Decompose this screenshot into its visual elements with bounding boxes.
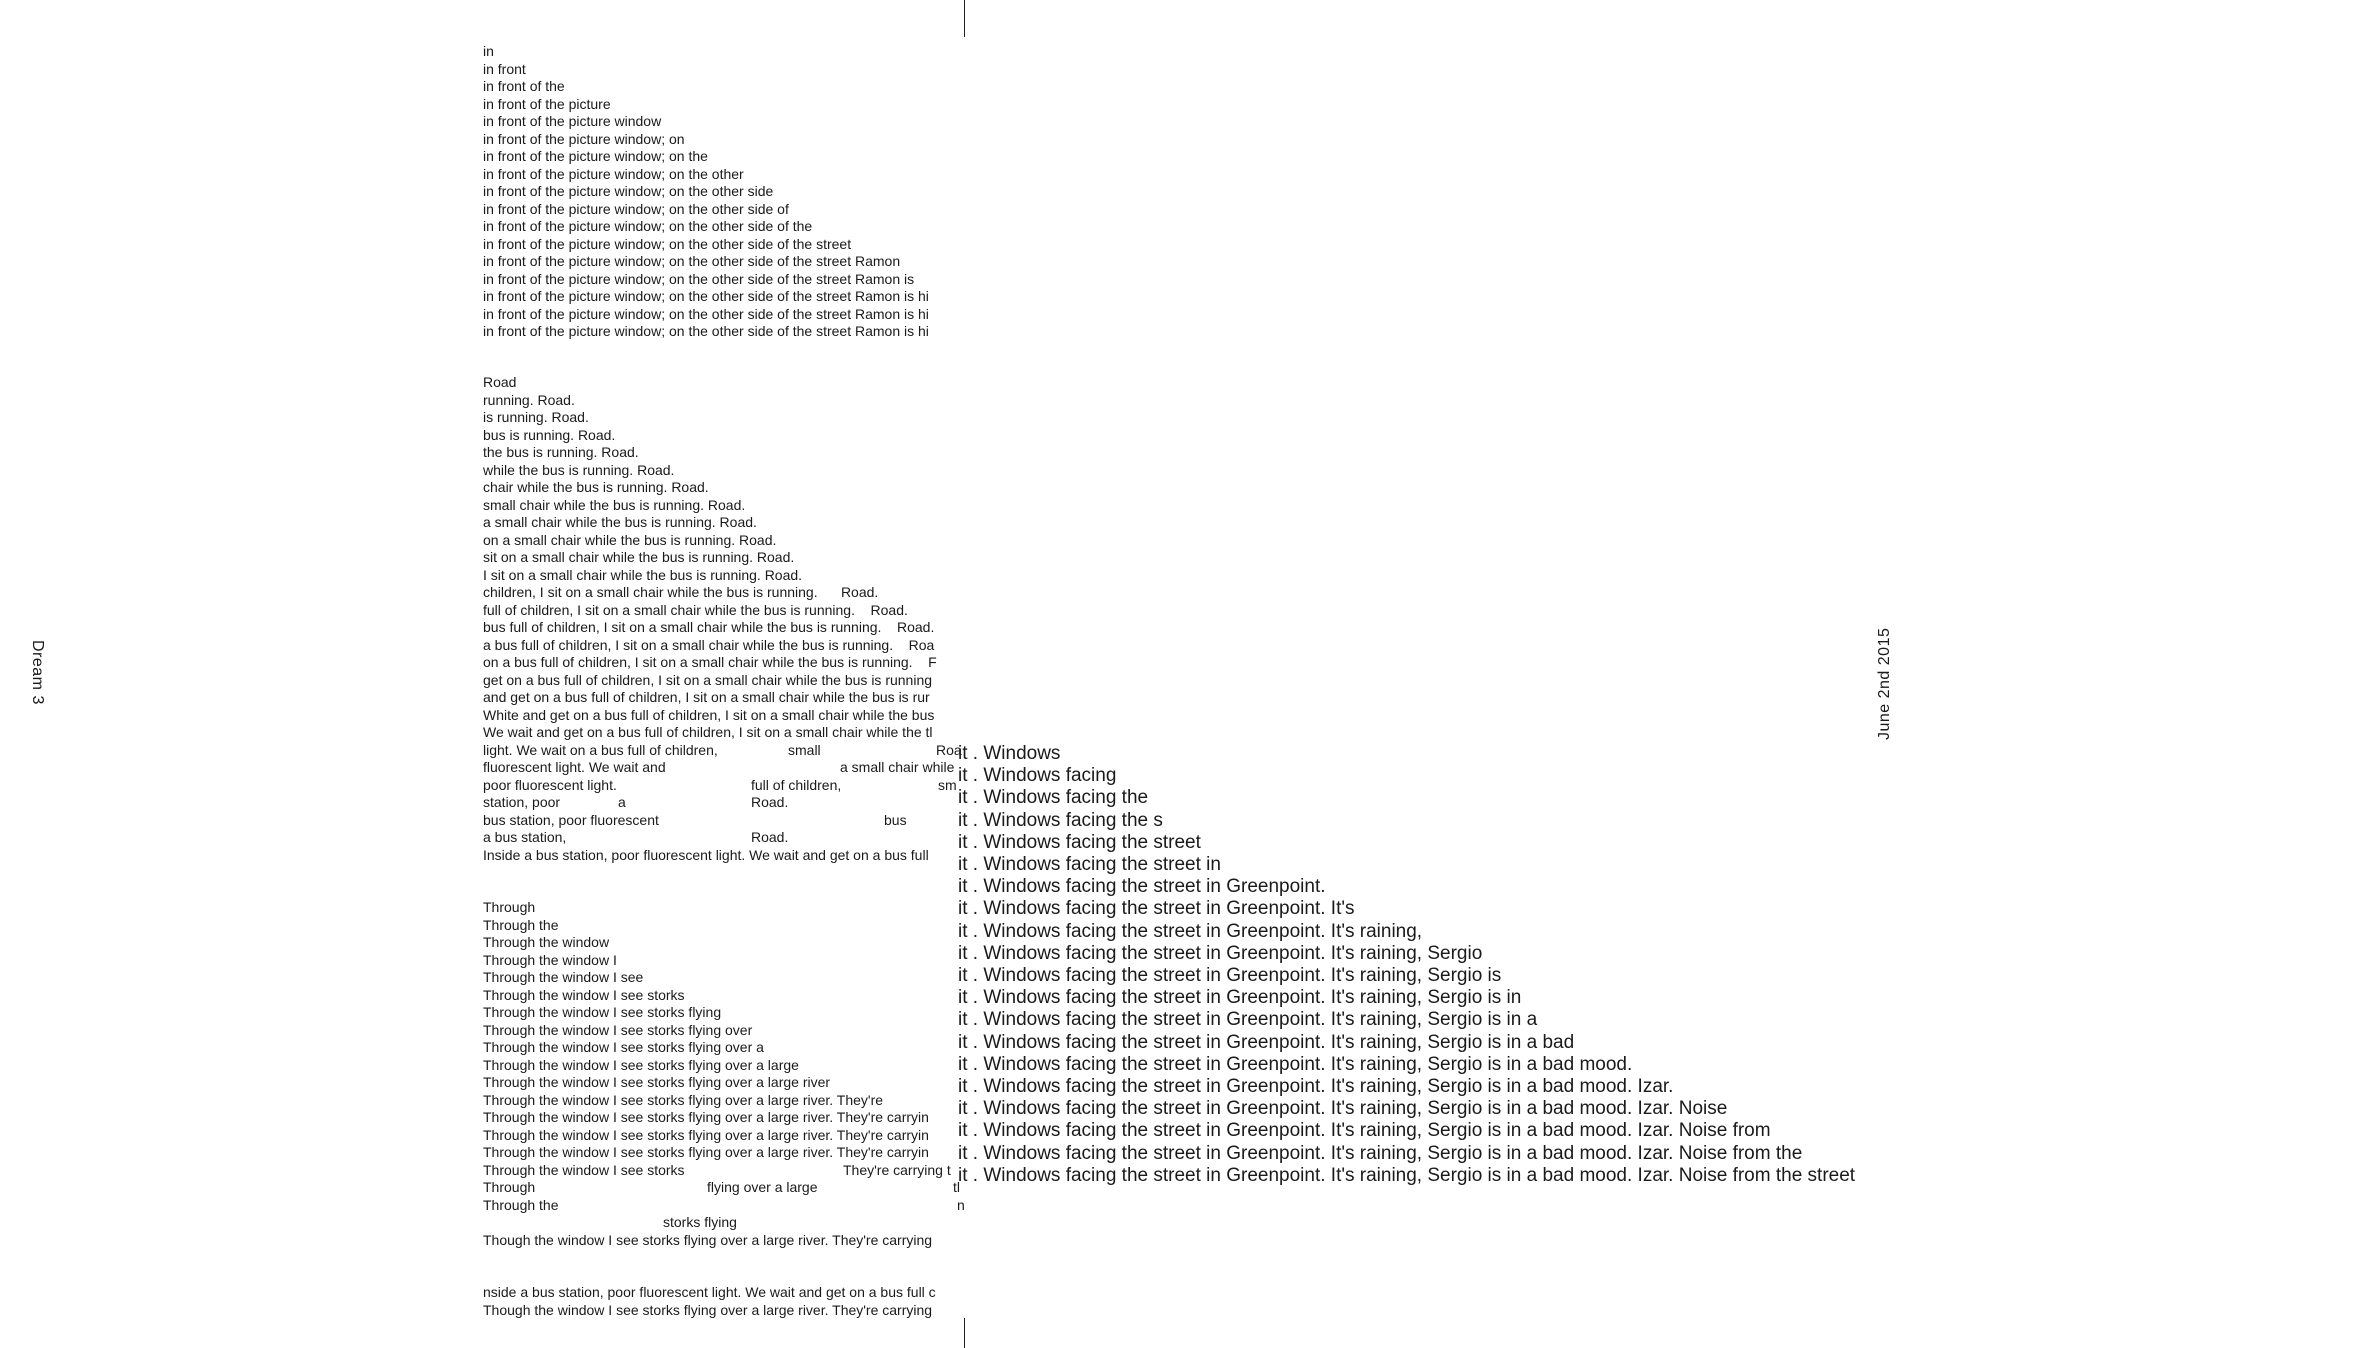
- text-line: small: [788, 741, 821, 758]
- text-line: Through the window I: [483, 951, 617, 968]
- text-line: in front of the picture window; on the other side of the street Ramon is hi: [483, 323, 929, 339]
- greenpoint-line: [958, 765, 1116, 787]
- line-prefix: it .: [958, 942, 984, 964]
- text-line: full of children, I sit on a small chair while the bus is running. Road.: [483, 601, 908, 618]
- line-prefix: it .: [958, 1164, 984, 1186]
- text-line: n: [957, 1196, 965, 1213]
- line-text: Windows facing the street in Greenpoint.: [983, 876, 1326, 898]
- line-text: Windows facing the street in Greenpoint. It's raining, Sergio is in a bad mood. Izar.: [983, 1076, 1674, 1097]
- text-line: a bus full of children, I sit on a small chair while the bus is running. Roa: [483, 636, 935, 653]
- text-line: bus full of children, I sit on a small chair while the bus is running. Road.: [483, 619, 935, 635]
- text-line: Through the window I see storks flying over a: [483, 1039, 764, 1055]
- text-line: in: [483, 43, 494, 59]
- date-label: June 2nd 2015: [1876, 627, 1893, 740]
- greenpoint-line: [958, 1076, 1673, 1098]
- text-line: tl: [953, 1179, 960, 1195]
- text-line: storks flying: [663, 1214, 737, 1230]
- text-line: in front of the picture window; on the other side of the: [483, 218, 813, 234]
- text-line: in front of the picture window; on the: [483, 148, 708, 164]
- text-line: chair while the bus is running. Road.: [483, 479, 709, 495]
- greenpoint-line: [958, 943, 1482, 965]
- text-line: is running. Road.: [483, 409, 589, 425]
- text-line: sit on a small chair while the bus is running. Road.: [483, 549, 795, 565]
- text-line: bus is running. Road.: [483, 426, 616, 443]
- line-prefix: it .: [958, 1098, 984, 1120]
- greenpoint-line: [958, 743, 1060, 765]
- text-line: a small chair while: [840, 759, 955, 775]
- line-prefix: it .: [958, 898, 984, 920]
- greenpoint-line: [958, 1098, 1727, 1120]
- text-line: Through the window I see storks: [483, 1161, 685, 1178]
- text-line: Though the window I see storks flying over a large river. They're carrying: [483, 1301, 933, 1318]
- line-prefix: it .: [958, 876, 984, 898]
- text-line: Through the window I see storks flying over a large: [483, 1056, 799, 1073]
- text-line: in front of the picture window; on: [483, 130, 685, 147]
- line-prefix: it .: [958, 831, 984, 853]
- line-text: Windows facing the street in Greenpoint. It's: [983, 898, 1355, 920]
- text-line: Through the window I see storks flying over a large river: [483, 1074, 831, 1090]
- text-line: Through the window I see storks flying over: [483, 1021, 753, 1038]
- text-line: Roa: [936, 741, 962, 758]
- text-line: sm: [938, 776, 957, 793]
- text-line: small chair while the bus is running. Road.: [483, 496, 746, 513]
- text-line: in front of the picture window; on the other side of the street: [483, 235, 852, 252]
- greenpoint-line: [958, 965, 1501, 987]
- text-line: Though the window I see storks flying over a large river. They're carrying: [483, 1231, 933, 1248]
- line-text: Windows facing the street in Greenpoint. It's raining, Sergio: [983, 942, 1483, 964]
- text-line: full of children,: [751, 776, 842, 793]
- line-prefix: it .: [958, 1009, 984, 1031]
- text-line: in front of the picture window; on the other side of the street Ramon is hi: [483, 288, 929, 304]
- line-prefix: it .: [958, 1142, 984, 1164]
- greenpoint-line: [958, 810, 1163, 832]
- text-line: Road.: [751, 829, 789, 845]
- line-text: Windows facing the street in Greenpoint. It's raining, Sergio is: [983, 965, 1502, 986]
- line-prefix: it .: [958, 965, 984, 986]
- text-line: in front of the picture: [483, 95, 611, 112]
- greenpoint-line: [958, 1032, 1574, 1054]
- text-line: a: [618, 794, 626, 810]
- greenpoint-line: [958, 1054, 1632, 1076]
- line-prefix: it .: [958, 1120, 984, 1142]
- text-line: Through the window I see storks flying: [483, 1004, 722, 1020]
- line-text: Windows facing the street in Greenpoint. It's raining, Sergio is in a bad mood. Izar. Noise: [983, 1098, 1728, 1120]
- text-line: Through the window I see storks flying over a large river. They're carryin: [483, 1109, 929, 1125]
- left-text-column: [483, 0, 964, 1348]
- line-text: Windows facing the street in Greenpoint. It's raining, Sergio is in a: [983, 1009, 1538, 1031]
- line-text: Windows facing the street in Greenpoint. It's raining,: [983, 920, 1423, 942]
- line-prefix: it .: [958, 787, 984, 809]
- text-line: get on a bus full of children, I sit on a small chair while the bus is running: [483, 671, 933, 688]
- greenpoint-line: [958, 898, 1354, 920]
- text-line: in front of the picture window; on the other side of: [483, 200, 789, 217]
- line-prefix: it .: [958, 1076, 984, 1097]
- text-line: Through the window I see storks flying over a large river. They're carryin: [483, 1144, 929, 1160]
- text-line: light. We wait on a bus full of children,: [483, 741, 718, 758]
- line-prefix: it .: [958, 987, 984, 1009]
- text-line: They're carrying t: [843, 1161, 951, 1178]
- text-line: Through the: [483, 1196, 559, 1213]
- greenpoint-line: [958, 876, 1326, 898]
- line-text: Windows facing the street in Greenpoint. It's raining, Sergio is in a bad mood. Izar. Noise from: [983, 1120, 1771, 1142]
- text-line: We wait and get on a bus full of children, I sit on a small chair while the tl: [483, 724, 933, 740]
- greenpoint-line: [958, 987, 1521, 1009]
- text-line: in front of the picture window; on the other: [483, 165, 744, 182]
- greenpoint-line: [958, 787, 1148, 809]
- text-line: the bus is running. Road.: [483, 444, 639, 460]
- text-line: nside a bus station, poor fluorescent light. We wait and get on a bus full c: [483, 1284, 936, 1300]
- text-line: station, poor: [483, 794, 561, 810]
- text-line: in front of the picture window; on the other side: [483, 183, 774, 199]
- text-line: in front of the picture window; on the other side of the street Ramon is: [483, 270, 915, 287]
- text-line: Inside a bus station, poor fluorescent light. We wait and get on a bus full: [483, 846, 929, 863]
- greenpoint-line: [958, 832, 1201, 854]
- text-line: on a bus full of children, I sit on a small chair while the bus is running. F: [483, 654, 937, 670]
- line-text: Windows facing the s: [983, 809, 1163, 831]
- line-prefix: it .: [958, 920, 984, 942]
- dream-title-label: Dream 3: [29, 640, 46, 705]
- greenpoint-line: [958, 1009, 1537, 1031]
- text-line: Road.: [751, 794, 789, 810]
- text-line: fluorescent light. We wait and: [483, 759, 666, 775]
- text-line: Through the window I see storks: [483, 986, 685, 1003]
- text-line: on a small chair while the bus is running. Road.: [483, 531, 777, 548]
- right-text-column: [958, 0, 1906, 1348]
- text-line: in front of the picture window: [483, 113, 662, 129]
- text-line: White and get on a bus full of children, I sit on a small chair while the bus: [483, 706, 935, 723]
- line-prefix: it .: [958, 743, 984, 764]
- line-text: Windows facing the street in Greenpoint. It's raining, Sergio is in: [983, 987, 1522, 1009]
- text-line: while the bus is running. Road.: [483, 461, 675, 478]
- greenpoint-line: [958, 921, 1422, 943]
- text-line: Road: [483, 374, 517, 390]
- line-prefix: it .: [958, 854, 984, 875]
- line-text: Windows facing the street in Greenpoint. It's raining, Sergio is in a bad mood.: [983, 1053, 1633, 1075]
- line-text: Windows facing the: [983, 787, 1149, 809]
- text-line: bus station, poor fluorescent: [483, 811, 659, 828]
- text-line: flying over a large: [707, 1179, 818, 1195]
- text-line: I sit on a small chair while the bus is running. Road.: [483, 566, 803, 583]
- text-line: bus: [884, 811, 907, 828]
- greenpoint-line: [958, 854, 1221, 876]
- line-prefix: it .: [958, 809, 984, 831]
- text-line: and get on a bus full of children, I sit on a small chair while the bus is rur: [483, 689, 930, 705]
- line-text: Windows facing the street: [983, 831, 1201, 853]
- greenpoint-line: [958, 1165, 1855, 1187]
- line-text: Windows facing the street in: [983, 854, 1221, 875]
- greenpoint-line: [958, 1143, 1802, 1165]
- text-line: in front: [483, 60, 526, 77]
- text-line: Through: [483, 899, 536, 915]
- text-line: in front of the picture window; on the other side of the street Ramon: [483, 253, 901, 269]
- text-line: Through the window I see storks flying over a large river. They're carryin: [483, 1126, 929, 1143]
- line-text: Windows facing the street in Greenpoint. It's raining, Sergio is in a bad: [983, 1031, 1575, 1053]
- line-text: Windows facing the street in Greenpoint. It's raining, Sergio is in a bad mood. Izar. Noise from the: [983, 1142, 1803, 1164]
- text-line: Through the window I see storks flying over a large river. They're: [483, 1091, 884, 1108]
- greenpoint-line: [958, 1120, 1771, 1142]
- text-line: in front of the: [483, 78, 565, 94]
- text-line: in front of the picture window; on the other side of the street Ramon is hi: [483, 305, 929, 322]
- text-line: Through the window I see: [483, 969, 644, 985]
- text-line: a bus station,: [483, 829, 567, 845]
- line-text: Windows facing the street in Greenpoint. It's raining, Sergio is in a bad mood. Izar. Noise from the street: [983, 1164, 1856, 1186]
- text-line: Through: [483, 1179, 536, 1195]
- text-line: children, I sit on a small chair while the bus is running. Road.: [483, 584, 879, 600]
- text-line: a small chair while the bus is running. Road.: [483, 514, 757, 530]
- line-prefix: it .: [958, 765, 984, 787]
- text-line: poor fluorescent light.: [483, 776, 617, 793]
- line-prefix: it .: [958, 1031, 984, 1053]
- text-line: Through the window: [483, 934, 610, 950]
- text-line: Through the: [483, 916, 559, 933]
- line-text: Windows facing: [983, 765, 1117, 787]
- text-line: running. Road.: [483, 391, 575, 408]
- line-prefix: it .: [958, 1053, 984, 1075]
- line-text: Windows: [983, 743, 1061, 764]
